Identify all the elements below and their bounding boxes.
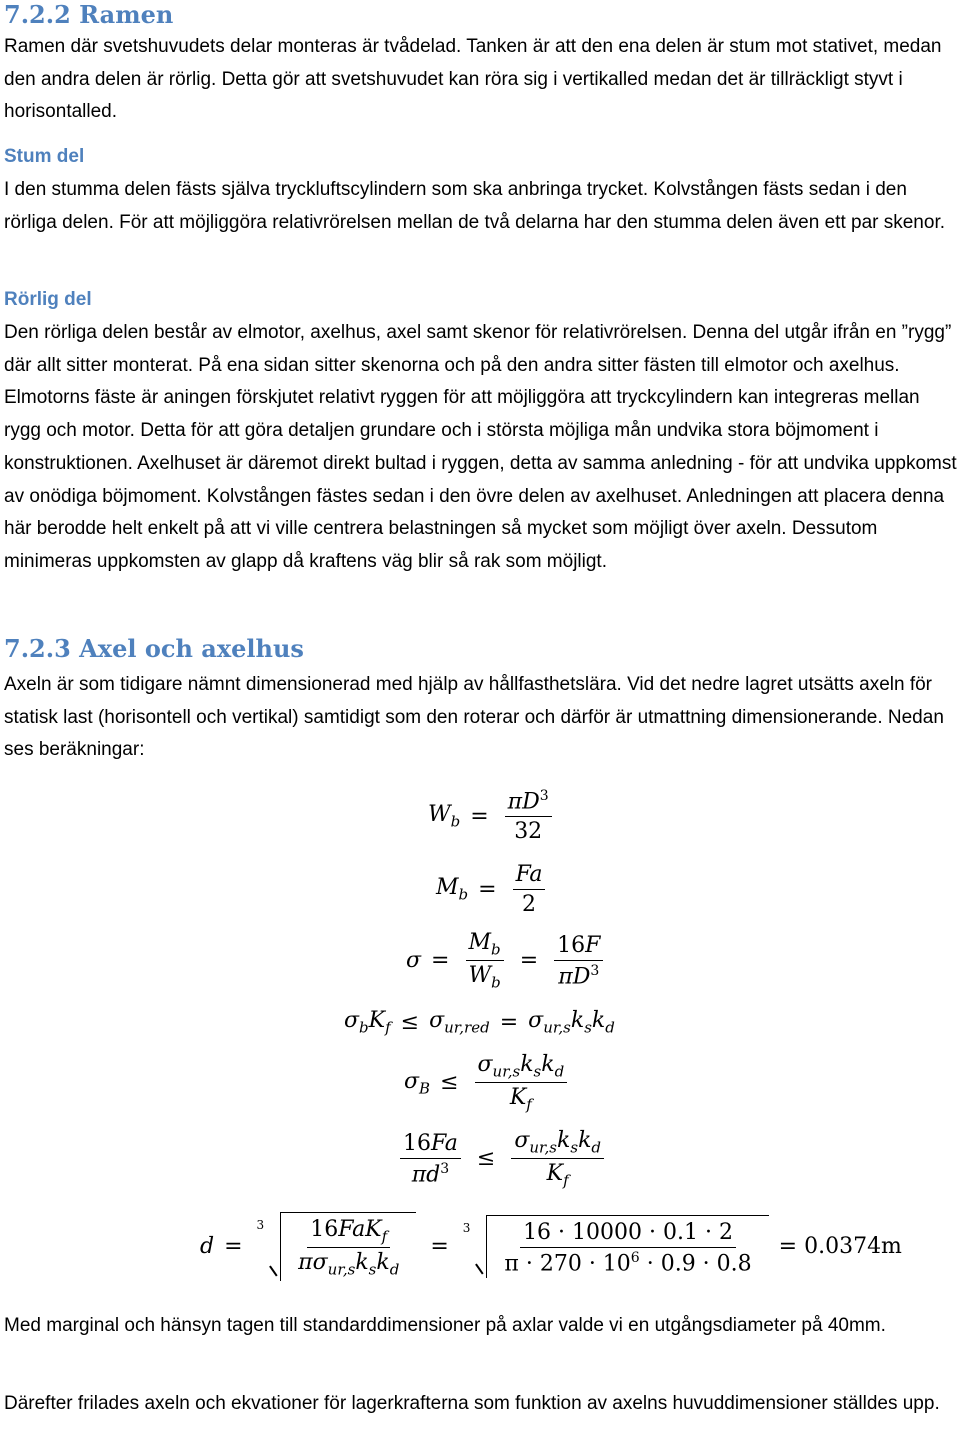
paragraph-ramen-intro: Ramen där svetshuvudets delar monteras är tvådelad. Tanken är att den ena delen är stum mot stativet, medan den andra delen är rörlig. Detta gör att svetshuvudet kan röra sig i vertikalled medan det är tillräckligt styvt i horisontalled. <box>4 36 942 123</box>
cube-root-numeric: 3 $\frac{16 \cdot 10000 \cdot 0.1 \cdot 2}{\pi \cdot 270 \cdot 10^6 \cdot 0.9 \cdot 0.8}$ <box>463 1215 769 1278</box>
numeric-denominator-b: · 0.9 · 0.8 <box>639 1251 752 1277</box>
equation-sigma-b: $\sigma_B$ ≤ $\frac{\sigma_{ur,s}k_sk_d}{K_f}$ <box>404 1052 573 1114</box>
numeric-denominator-a: π · 270 · 10 <box>504 1251 631 1277</box>
paragraph-axel-outro: Därefter frilades axeln och ekvationer för lagerkrafterna som funktion av axelns huvuddimensioner ställdes upp. <box>4 1393 940 1414</box>
paragraph-axel-result: Med marginal och hänsyn tagen till standarddimensioner på axlar valde vi en utgångsdiameter på 40mm. <box>4 1315 886 1336</box>
numeric-numerator: 16 · 10000 · 0.1 · 2 <box>520 1220 736 1248</box>
paragraph-stum-del: I den stumma delen fästs själva tryckluftscylindern som ska anbringa trycket. Kolvstången fästs sedan i den rörliga delen. För att möjliggöra relativrörelsen mellan de två delarna har den stumma delen även ett par skenor. <box>4 179 946 233</box>
equation-mb: $M_b$ = $\frac{Fa}{2}$ <box>436 862 551 917</box>
equation-sigma: σ = $\frac{M_b}{W_b}$ = $\frac{16F}{\pi D^3}$ <box>406 930 609 992</box>
subheading-rorlig-del: Rörlig del <box>4 289 92 310</box>
paragraph-axel-intro: Axeln är som tidigare nämnt dimensionerad med hjälp av hållfasthetslära. Vid det nedre lagret utsätts axeln för statisk last (horisontell och vertikal) samtidigt som den roterar och därför är utmattning dimensionerande. Nedan ses beräkningar: <box>4 674 944 761</box>
equation-inequality: $\frac{16Fa}{\pi d^3}$ ≤ $\frac{\sigma_{ur,s}k_sk_d}{K_f}$ <box>394 1128 610 1190</box>
equation-wb: $W_b$ = $\frac{\pi D^3}{32}$ <box>428 788 558 844</box>
section-heading-axel: 7.2.3 Axel och axelhus <box>4 634 304 663</box>
equation-fatigue: $\sigma_bK_f$ ≤ $\sigma_{ur,red}$ = $\sigma_{ur,s}k_sk_d$ <box>344 1008 615 1037</box>
paragraph-rorlig-del: Den rörliga delen består av elmotor, axelhus, axel samt skenor för relativrörelsen. Denna del utgår ifrån en ”rygg” där allt sitter monterat. På ena sidan sitter skenorna och på den andra sitter fästen till elmotor och axelhus. Elmotorns fäste är aningen förskjutet relativt ryggen för att möjliggöra att tryckcylindern kan integreras mellan rygg och motor. Detta för att göra detaljen grundare och i största möjliga mån undvika stora böjmoment i konstruktionen. Axelhuset är däremot direkt bultad i ryggen, detta av samma anledning - för att undvika uppkomst av onödiga böjmoment. Kolvstången fästes sedan i den övre delen av axelhuset. Anledningen att placera denna här berodde helt enkelt på att vi ville centrera belastningen så mycket som möjligt över axeln. Dessutom minimeras uppkomsten av glapp då kraftens väg blir så rak som möjligt. <box>4 322 957 572</box>
subheading-stum-del: Stum del <box>4 146 85 167</box>
section-heading-ramen: 7.2.2 Ramen <box>4 0 174 29</box>
cube-root-symbolic: 3 $\frac{16FaK_f}{\pi\sigma_{ur,s}k_sk_d}$ <box>257 1212 417 1281</box>
diameter-result: = 0.0374m <box>778 1233 902 1259</box>
equation-diameter: d = 3 $\frac{16FaK_f}{\pi\sigma_{ur,s}k_sk_d}$ = 3 $\frac{16 \cdot 10000 \cdot 0.1 \cdot 2}{\pi \cdot 270 \cdot 10^6 \cdot 0.9 \cdot 0.8}$ = 0.0374m <box>200 1212 902 1281</box>
